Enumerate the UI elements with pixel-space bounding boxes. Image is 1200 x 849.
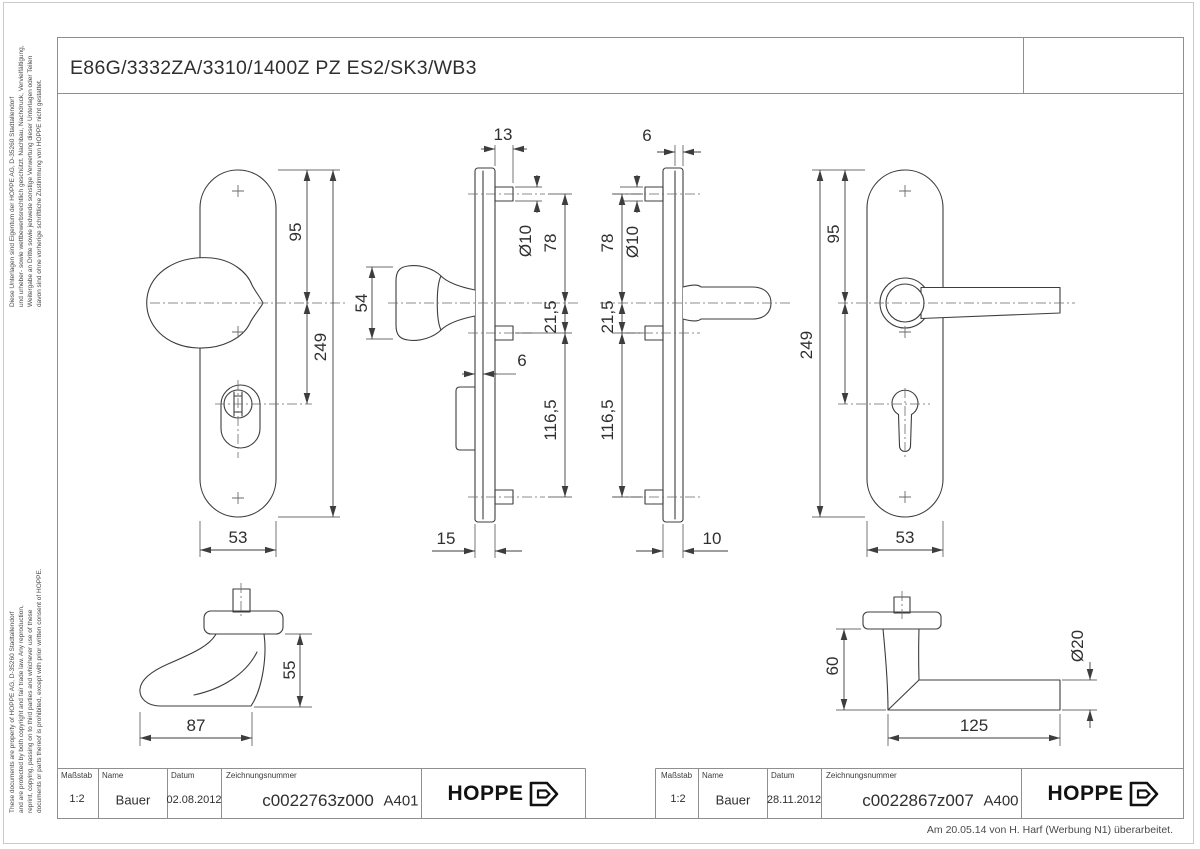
cylinder-housing-side <box>456 387 475 450</box>
dim-78: 78 <box>541 233 560 253</box>
scale-label: Maßstab <box>61 771 93 780</box>
drawing-number-label: Zeichnungsnummer <box>826 771 897 780</box>
dim-249: 249 <box>797 330 816 360</box>
copyright-notice-german <box>8 35 46 307</box>
notice-line: davon sind ohne vorherige schriftliche Zustimmung von HOPPE nicht gestattet. <box>36 79 43 307</box>
hoppe-logo <box>425 777 581 811</box>
lever-plate-front-view <box>812 170 1075 557</box>
date-value: 02.08.2012 <box>166 794 222 806</box>
knob-plate-side-view <box>366 145 580 558</box>
dim-53: 53 <box>895 528 915 547</box>
dim-dia20: Ø20 <box>1068 629 1087 663</box>
brand-name: HOPPE <box>1047 782 1124 805</box>
knob-grip-outline <box>140 634 265 706</box>
lever-grip-outline <box>883 629 1060 710</box>
dim-116-5: 116,5 <box>541 399 560 441</box>
hoppe-logo <box>1025 777 1181 811</box>
scale-label: Maßstab <box>661 771 693 780</box>
dim-55: 55 <box>280 660 299 680</box>
scale-value: 1:2 <box>69 793 85 805</box>
scale-value: 1:2 <box>670 793 686 805</box>
dim-dia10: Ø10 <box>623 225 642 259</box>
notice-line: and are protected by both copyright and fair trade law. Any reproduction, <box>18 605 25 813</box>
notice-line: documents or parts thereof is prohibited, except with prior written consent of HOPPE. <box>36 568 43 813</box>
drawing-number: c0022763z000 <box>262 791 374 810</box>
knob-plate-front-view <box>147 170 345 557</box>
dim-95: 95 <box>286 222 305 242</box>
hoppe-logo-icon <box>1129 780 1159 808</box>
drawing-title: E86G/3332ZA/3310/1400Z PZ ES2/SK3/WB3 <box>70 57 477 79</box>
notice-line: These documents are property of HOPPE AG, D-35260 Stadtallendorf <box>9 611 16 813</box>
hoppe-logo-icon <box>529 780 559 808</box>
notice-line: und urheber- sowie wettbewerbsrechtlich geschützt. Nachbau, Nachdruck, Vervielfältigung, <box>18 45 25 307</box>
drawing-number-label: Zeichnungsnummer <box>226 771 297 780</box>
lever-plate-side-view <box>600 145 790 558</box>
knob-rose <box>204 611 283 634</box>
dim-78: 78 <box>598 233 617 253</box>
spindle <box>233 589 250 612</box>
dim-21-5: 21,5 <box>598 300 617 334</box>
dim-54: 54 <box>352 293 371 313</box>
dim-6: 6 <box>642 126 652 145</box>
dim-13: 13 <box>493 125 513 144</box>
name-value: Bauer <box>715 792 751 808</box>
date-value: 28.11.2012 <box>766 794 822 806</box>
name-value: Bauer <box>115 792 151 808</box>
dim-6: 6 <box>517 351 527 370</box>
dim-116-5: 116,5 <box>598 399 617 441</box>
brand-name: HOPPE <box>447 782 524 805</box>
cylinder-guard-outline <box>221 385 260 448</box>
date-label: Datum <box>171 771 195 780</box>
sheet-code: A400 <box>983 792 1019 810</box>
name-label: Name <box>702 771 724 780</box>
revision-note: Am 20.05.14 von H. Harf (Werbung N1) überarbeitet. <box>926 824 1173 836</box>
dim-60: 60 <box>823 656 842 676</box>
drawing-number: c0022867z007 <box>862 791 974 810</box>
dim-249: 249 <box>311 332 330 362</box>
dim-15: 15 <box>436 529 456 548</box>
dim-53: 53 <box>228 528 248 547</box>
dim-125: 125 <box>959 716 989 735</box>
notice-line: Diese Unterlagen sind Eigentum der HOPPE AG, D-35260 Stadtallendorf <box>9 96 16 307</box>
date-label: Datum <box>771 771 795 780</box>
dim-21-5: 21,5 <box>541 300 560 334</box>
name-label: Name <box>102 771 124 780</box>
dim-10: 10 <box>702 529 722 548</box>
dim-95: 95 <box>824 224 843 244</box>
copyright-notice-english <box>8 541 46 813</box>
dim-dia10: Ø10 <box>516 224 535 258</box>
sheet-code: A401 <box>383 792 419 810</box>
dim-87: 87 <box>186 716 206 735</box>
notice-line: Weitergabe an Dritte sowie jedwede sonstige Verwertung dieser Unterlagen oder Teilen <box>27 55 34 307</box>
notice-line: reprint, copying, passing on to third parties and whichever use of these <box>27 609 34 813</box>
